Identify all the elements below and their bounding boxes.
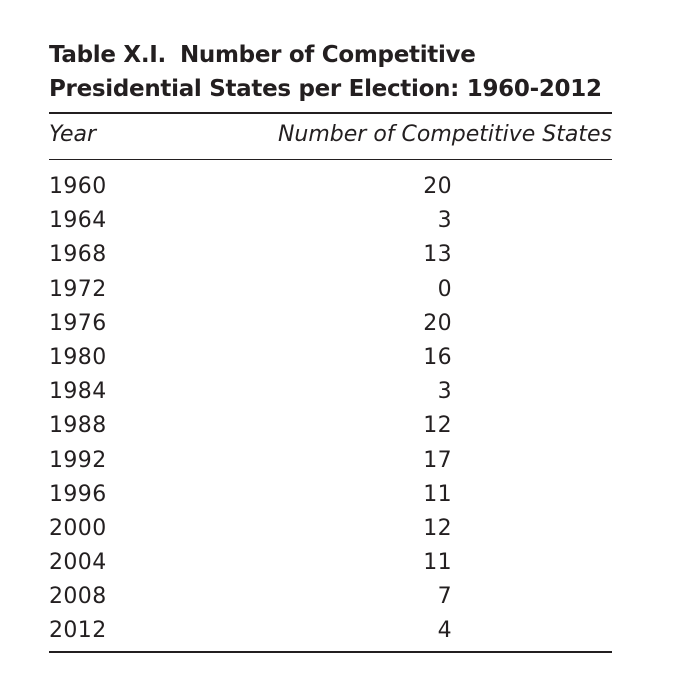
year-cell: 2000 (49, 515, 107, 541)
column-header-competitive-states: Number of Competitive States (277, 122, 612, 147)
year-cell: 1992 (49, 447, 107, 473)
count-cell: 20 (423, 310, 452, 336)
table-row (49, 614, 612, 648)
count-cell: 16 (423, 344, 452, 370)
count-cell: 11 (423, 550, 452, 576)
top-rule (49, 112, 612, 114)
table-row (49, 546, 612, 580)
table-row (49, 341, 612, 375)
year-cell: 1976 (49, 310, 107, 336)
count-cell: 4 (437, 618, 452, 644)
year-cell: 1988 (49, 413, 107, 439)
year-cell: 1984 (49, 379, 107, 405)
table-title-part-2: Presidential States per Election: 1960-2012 (49, 76, 602, 102)
table-row (49, 307, 612, 341)
table-label: Table X.I. (49, 42, 166, 68)
table-title-part-1: Number of Competitive (179, 42, 476, 68)
table-row (49, 580, 612, 614)
table-row (49, 478, 612, 512)
year-cell: 1972 (49, 276, 107, 302)
count-cell: 12 (423, 515, 452, 541)
year-cell: 1980 (49, 344, 107, 370)
count-cell: 3 (437, 208, 452, 234)
year-cell: 2008 (49, 584, 107, 610)
caption-line-1 (49, 38, 649, 72)
table-body (49, 170, 612, 649)
table-row (49, 512, 612, 546)
year-cell: 2004 (49, 550, 107, 576)
table-row (49, 273, 612, 307)
table-row (49, 238, 612, 272)
bottom-rule (49, 651, 612, 653)
header-rule (49, 159, 612, 160)
count-cell: 12 (423, 413, 452, 439)
table-row (49, 375, 612, 409)
count-cell: 7 (437, 584, 452, 610)
count-cell: 20 (423, 174, 452, 199)
year-cell: 1996 (49, 481, 107, 507)
count-cell: 17 (423, 447, 452, 473)
year-cell: 1968 (49, 242, 107, 268)
table-row (49, 444, 612, 478)
year-cell: 1964 (49, 208, 107, 234)
table-row (49, 204, 612, 238)
table-caption (49, 38, 649, 106)
count-cell: 11 (423, 481, 452, 507)
year-cell: 2012 (49, 618, 107, 644)
count-cell: 13 (423, 242, 452, 268)
table-row (49, 170, 612, 204)
year-cell: 1960 (49, 174, 107, 199)
count-cell: 3 (437, 379, 452, 405)
count-cell: 0 (437, 276, 452, 302)
column-header-year: Year (49, 122, 97, 147)
table-row (49, 409, 612, 443)
